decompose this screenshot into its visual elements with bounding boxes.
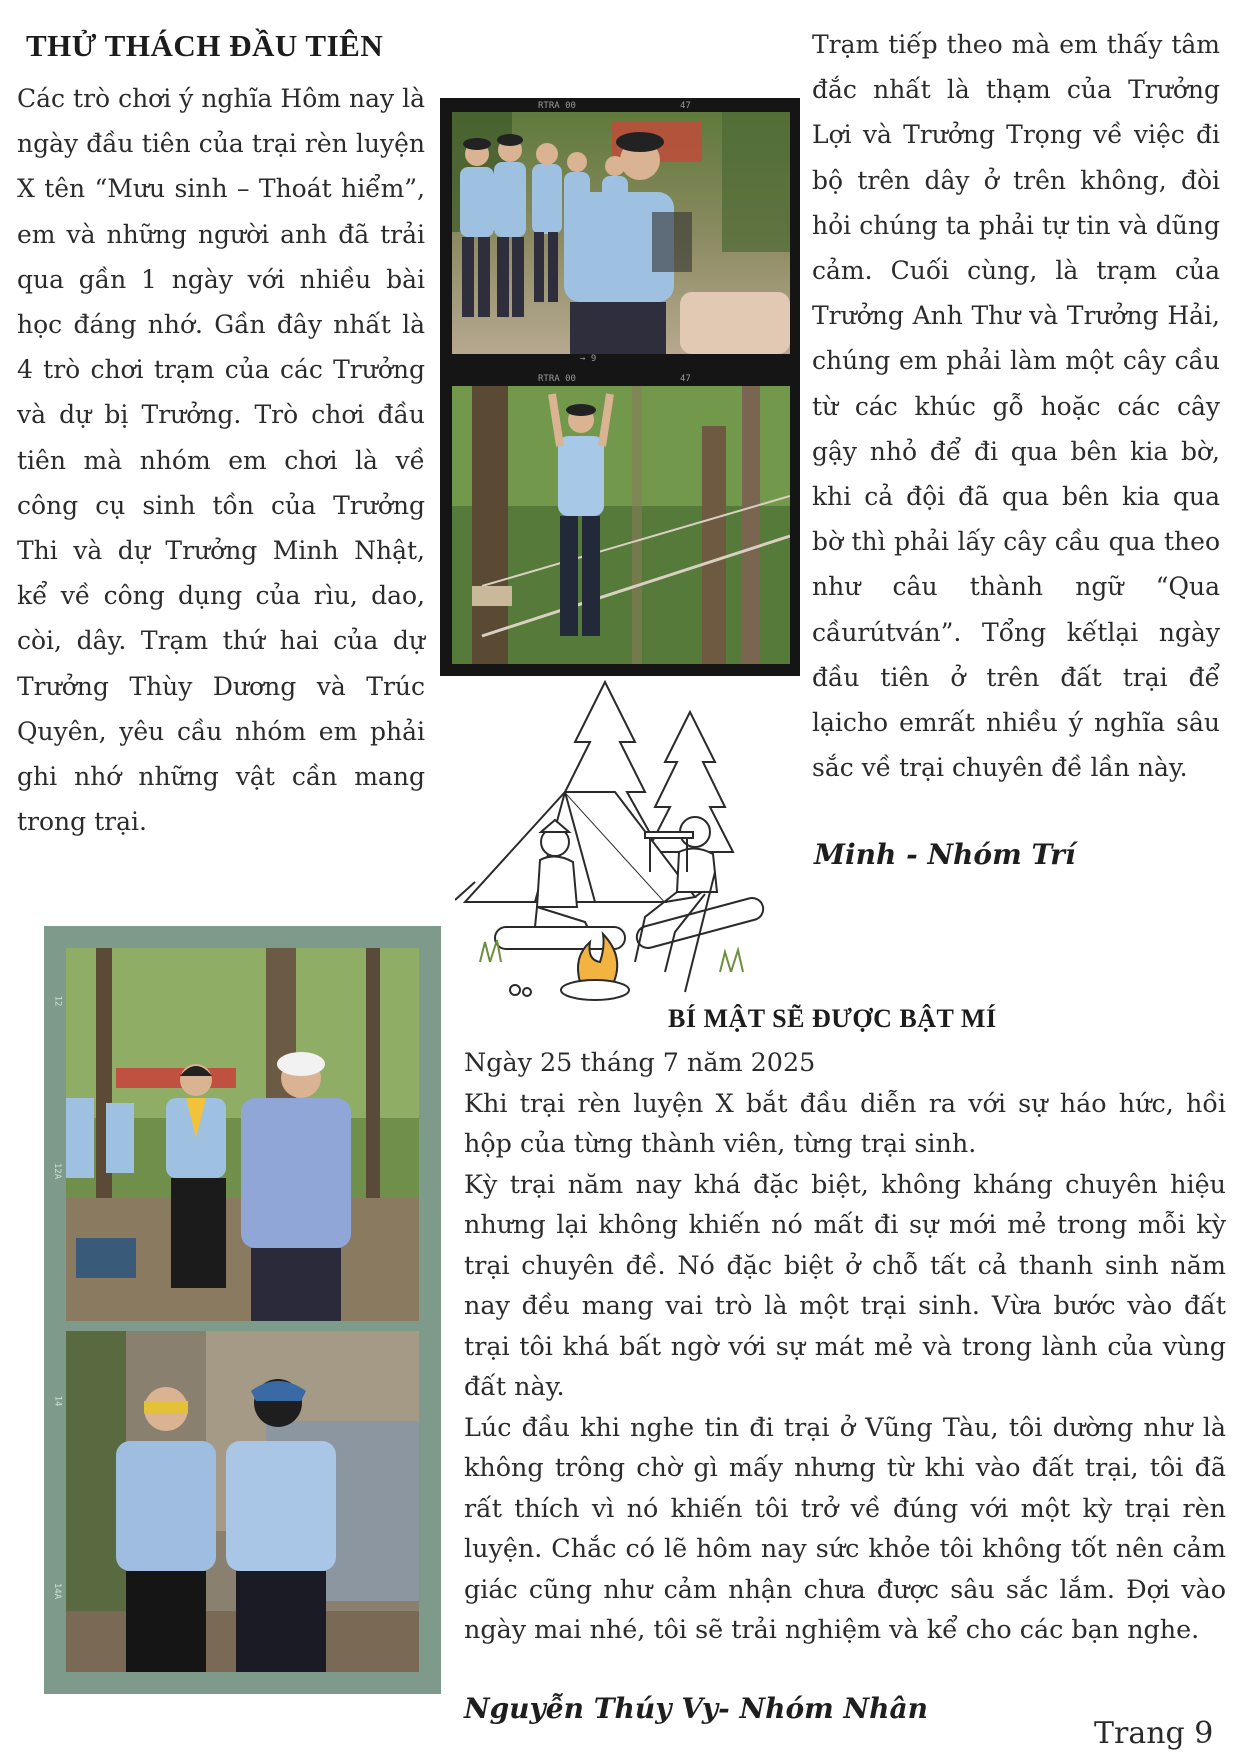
film-frame-number: 47 <box>680 101 691 111</box>
photo-rope-walk <box>452 386 790 664</box>
article-body-right: Trạm tiếp theo mà em thấy tâm đắc nhất là thạm của Trưởng Lợi và Trưởng Trọng về việc đi bộ trên dây ở trên không, đòi hỏi chúng ta phải tự tin và dũng cảm. Cuối cùng, là trạm của Trưởng Anh Thư và Trưởng Hải, chúng em phải làm một cây cầu từ các khúc gỗ hoặc các cây gậy nhỏ để đi qua bên kia bờ, khi cả đội đã qua bên kia qua bờ thì phải lấy cây cầu qua theo như câu thành ngữ “Qua cầurútván”. Tổng kếtlại ngày đầu tiên ở trên đất trại để lạicho emrất nhiều ý nghĩa sâu sắc về trại chuyên đề lần này. <box>812 30 1220 783</box>
photo-blindfold-scouts <box>66 1331 419 1672</box>
article-body-left: Các trò chơi ý nghĩa Hôm nay là ngày đầu tiên của trại rèn luyện X tên “Mưu sinh – Thoát hiểm”, em và những người anh đã trải qua gần 1 ngày với nhiều bài học đáng nhớ. Gần đây nhất là 4 trò chơi trạm của các Trưởng và dự bị Trưởng. Trò chơi đầu tiên mà nhóm em chơi là về công cụ sinh tồn của Trưởng Thi và dự Trưởng Minh Nhật, kể về công dụng của rìu, dao, còi, dây. Trạm thứ hai của dự Trưởng Thùy Dương và Trúc Quyên, yêu cầu nhóm em phải ghi nhớ những vật cần mang trong trại. <box>17 84 425 837</box>
film-number: 14 <box>52 1395 63 1407</box>
article-signature: Minh - Nhóm Trí <box>814 838 1076 871</box>
article2-paragraph: Kỳ trại năm nay khá đặc biệt, không kháng chuyên hiệu nhưng lại không khiến nó mất đi sự mới mẻ trong mỗi kỳ trại chuyên đề. Nó đặc biệt ở chỗ tất cả thanh sinh năm nay đều mang vai trò là một trại sinh. Vừa bước vào đất trại tôi khá bất ngờ với sự mát mẻ và trong lành của vùng đất này. <box>464 1168 1226 1401</box>
film-frame-side <box>44 926 441 1694</box>
page-number: Trang 9 <box>1094 1716 1214 1751</box>
photo-forest-game <box>66 948 419 1321</box>
article2-date: Ngày 25 tháng 7 năm 2025 <box>464 1047 816 1077</box>
article2-signature: Nguyễn Thúy Vy- Nhóm Nhân <box>464 1692 928 1725</box>
article2-paragraph: Lúc đầu khi nghe tin đi trại ở Vũng Tàu, tôi dường như là không trông chờ gì mấy nhưng từ khi vào đất trại, tôi đã rất thích vì nó khiến tôi trở về đúng với một kỳ trại rèn luyện. Chắc có lẽ hôm nay sức khỏe tôi không tốt nên cảm giác cũng như cảm nhận chưa được sâu sắc lắm. Đợi vào ngày mai nhé, tôi sẽ trải nghiệm và kể cho các bạn nghe. <box>464 1411 1226 1644</box>
article2-body <box>464 1042 1226 1650</box>
film-number: 12A <box>52 1162 63 1180</box>
article2-title: BÍ MẬT SẼ ĐƯỢC BẬT MÍ <box>668 1004 997 1033</box>
film-frame-number: 47 <box>680 374 691 384</box>
camping-illustration <box>455 672 790 1012</box>
film-label: RTRA 00 <box>538 101 576 111</box>
film-label: RTRA 00 <box>538 374 576 384</box>
article2-paragraph: Khi trại rèn luyện X bắt đầu diễn ra với sự háo hức, hồi hộp của từng thành viên, từng trại sinh. <box>464 1087 1226 1158</box>
article-title: THỬ THÁCH ĐẦU TIÊN <box>26 28 384 63</box>
film-strip-top <box>440 98 800 676</box>
film-arrow: → 9 <box>580 354 597 364</box>
film-number: 14A <box>52 1582 63 1600</box>
film-number: 12 <box>52 995 63 1007</box>
photo-scouts-walking <box>452 112 790 354</box>
